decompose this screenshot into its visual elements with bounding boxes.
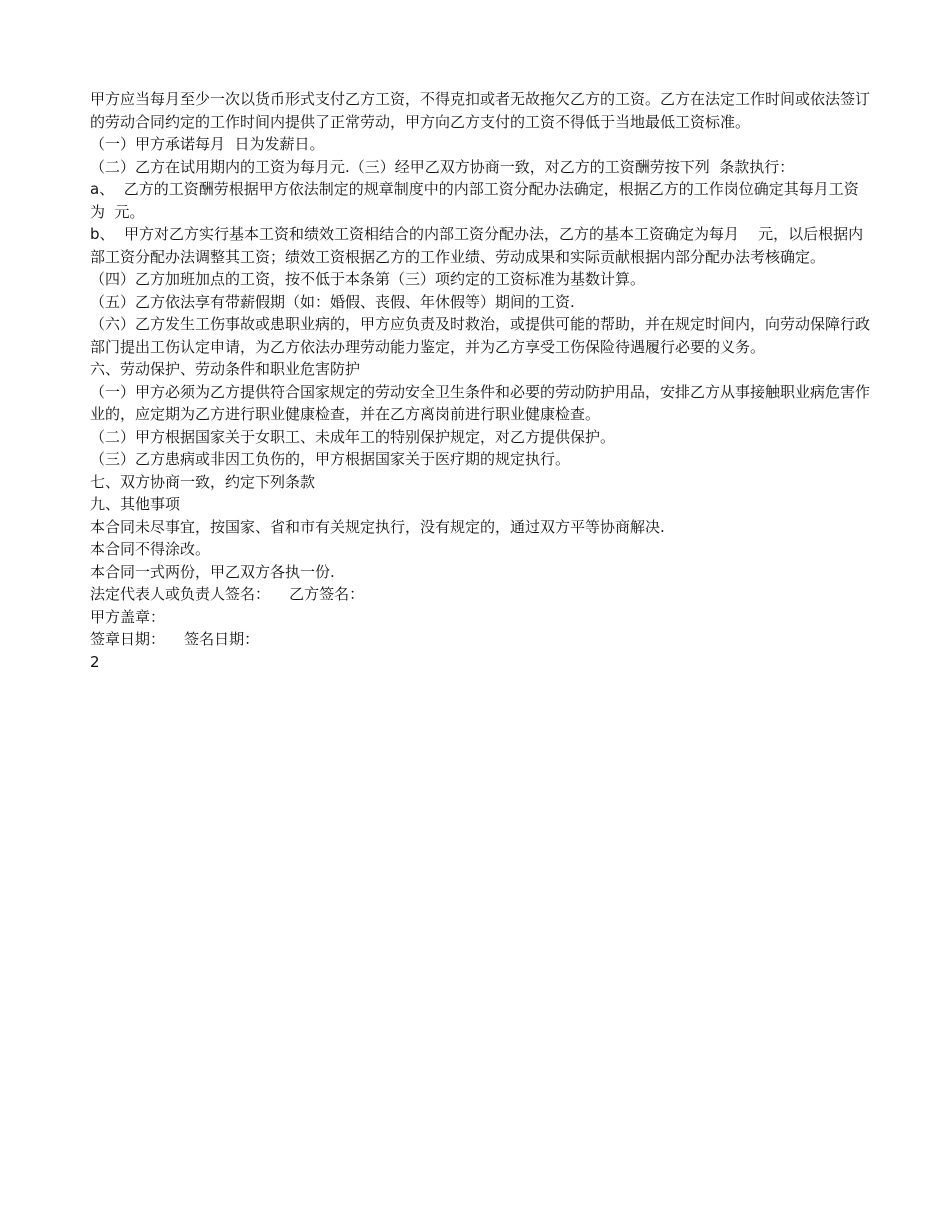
paragraph-safety-conditions: （一）甲方必须为乙方提供符合国家规定的劳动安全卫生条件和必要的劳动防护用品，安排乙方从事接触职业病危害作业的，应定期为乙方进行职业健康检查，并在乙方离岗前进行职业健康检查。 bbox=[90, 382, 871, 423]
paragraph-work-injury: （六）乙方发生工伤事故或患职业病的，甲方应负责及时救治，或提供可能的帮助，并在规定时间内，向劳动保障行政部门提出工伤认定申请，为乙方依法办理劳动能力鉴定，并为乙方享受工伤保险待遇履行必要的义务。 bbox=[90, 315, 871, 356]
paragraph-payday: （一）甲方承诺每月 日为发薪日。 bbox=[90, 135, 325, 153]
seal-line: 甲方盖章： bbox=[90, 607, 166, 626]
page-number: 2 bbox=[90, 652, 100, 671]
section-heading-labor-protection: 六、劳动保护、劳动条件和职业危害防护 bbox=[90, 360, 361, 378]
paragraph-no-alteration: 本合同不得涂改。 bbox=[90, 540, 211, 558]
signature-line: 法定代表人或负责人签名： 乙方签名： bbox=[90, 585, 365, 603]
paragraph-special-protection: （二）甲方根据国家关于女职工、未成年工的特别保护规定，对乙方提供保护。 bbox=[90, 427, 616, 446]
section-heading-agreed-terms: 七、双方协商一致，约定下列条款 bbox=[90, 472, 316, 491]
paragraph-medical-period: （三）乙方患病或非因工负伤的，甲方根据国家关于医疗期的规定执行。 bbox=[90, 450, 571, 468]
paragraph-paid-leave: （五）乙方依法享有带薪假期（如：婚假、丧假、年休假等）期间的工资. bbox=[90, 292, 575, 311]
paragraph-copies: 本合同一式两份，甲乙双方各执一份. bbox=[90, 562, 335, 581]
paragraph-wage-payment: 甲方应当每月至少一次以货币形式支付乙方工资，不得克扣或者无故拖欠乙方的工资。乙方在法定工作时间或依法签订的劳动合同约定的工作时间内提供了正常劳动，甲方向乙方支付的工资不得低于当地最低工资标准。 bbox=[90, 90, 871, 131]
section-heading-other-matters: 九、其他事项 bbox=[90, 495, 181, 513]
date-line: 签章日期： 签名日期： bbox=[90, 630, 260, 648]
paragraph-overtime-wage: （四）乙方加班加点的工资，按不低于本条第（三）项约定的工资标准为基数计算。 bbox=[90, 270, 646, 288]
document-page bbox=[90, 88, 870, 673]
paragraph-option-a: a、 乙方的工资酬劳根据甲方依法制定的规章制度中的内部工资分配办法确定，根据乙方的工作岗位确定其每月工资为 元。 bbox=[90, 180, 859, 221]
paragraph-unresolved-matters: 本合同未尽事宜，按国家、省和市有关规定执行，没有规定的，通过双方平等协商解决. bbox=[90, 517, 665, 536]
paragraph-probation-wage: （二）乙方在试用期内的工资为每月元.（三）经甲乙双方协商一致，对乙方的工资酬劳按下列 条款执行： bbox=[90, 157, 795, 176]
paragraph-option-b: b、 甲方对乙方实行基本工资和绩效工资相结合的内部工资分配办法，乙方的基本工资确定为每月 元，以后根据内部工资分配办法调整其工资；绩效工资根据乙方的工作业绩、劳动成果和实际贡献根据内部分配办法考核确定。 bbox=[90, 225, 864, 266]
